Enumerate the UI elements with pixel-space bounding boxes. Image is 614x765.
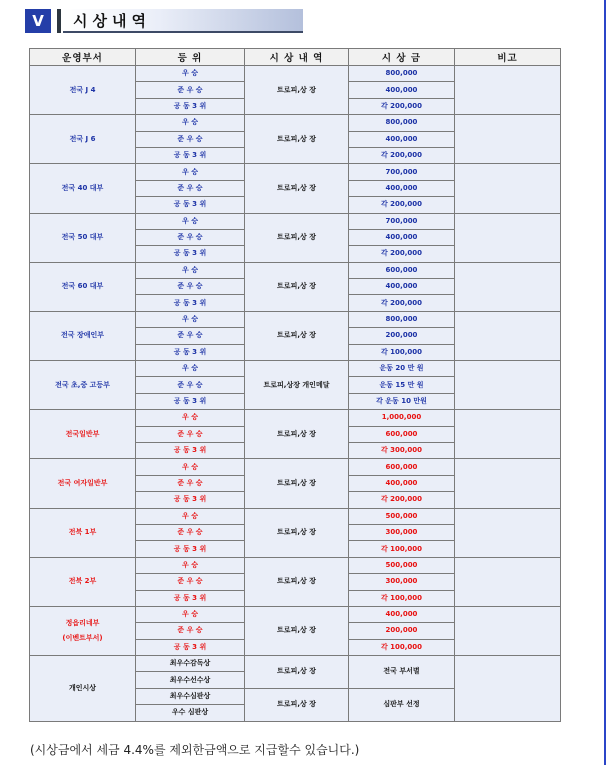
prize-cell: 각 100,000 — [349, 590, 455, 606]
awards-table — [29, 48, 561, 722]
remark-cell — [455, 557, 561, 606]
table-body — [30, 66, 561, 722]
prize-cell: 700,000 — [349, 213, 455, 229]
rank-cell: 준 우 승 — [136, 328, 245, 344]
department-cell: 전국 J 6 — [30, 115, 136, 164]
rank-cell: 준 우 승 — [136, 180, 245, 196]
header-award: 시 상 내 역 — [245, 49, 349, 66]
rank-cell: 공 동 3 위 — [136, 246, 245, 262]
remark-cell — [455, 459, 561, 508]
table-row — [30, 164, 561, 180]
prize-cell: 600,000 — [349, 262, 455, 278]
table-row — [30, 508, 561, 524]
rank-cell: 공 동 3 위 — [136, 295, 245, 311]
rank-cell: 공 동 3 위 — [136, 492, 245, 508]
prize-cell: 500,000 — [349, 508, 455, 524]
prize-cell: 각 운동 10 만원 — [349, 393, 455, 409]
table-row — [30, 656, 561, 672]
prize-cell: 400,000 — [349, 131, 455, 147]
department-cell: 전북 2부 — [30, 557, 136, 606]
rank-cell: 공 동 3 위 — [136, 639, 245, 655]
rank-cell: 우 승 — [136, 311, 245, 327]
table-row — [30, 410, 561, 426]
prize-cell: 800,000 — [349, 66, 455, 82]
header-divider — [57, 9, 61, 33]
prize-cell: 각 100,000 — [349, 541, 455, 557]
prize-cell: 각 300,000 — [349, 442, 455, 458]
table-row — [30, 115, 561, 131]
prize-cell: 200,000 — [349, 623, 455, 639]
table-row — [30, 311, 561, 327]
table-row — [30, 213, 561, 229]
rank-cell: 공 동 3 위 — [136, 147, 245, 163]
rank-cell: 준 우 승 — [136, 426, 245, 442]
prize-cell: 각 200,000 — [349, 98, 455, 114]
rank-cell: 우수 심판상 — [136, 705, 245, 721]
prize-cell: 400,000 — [349, 606, 455, 622]
rank-cell: 최우수감독상 — [136, 656, 245, 672]
prize-cell: 각 200,000 — [349, 295, 455, 311]
prize-cell: 각 200,000 — [349, 147, 455, 163]
prize-cell: 각 100,000 — [349, 639, 455, 655]
remark-cell — [455, 410, 561, 459]
rank-cell: 우 승 — [136, 410, 245, 426]
department-cell: 전국 초,중 고등부 — [30, 361, 136, 410]
award-cell: 트로피,상 장 — [245, 311, 349, 360]
section-number-badge: V — [25, 9, 51, 33]
award-cell: 트로피,상 장 — [245, 213, 349, 262]
remark-cell — [455, 164, 561, 213]
rank-cell: 공 동 3 위 — [136, 393, 245, 409]
rank-cell: 공 동 3 위 — [136, 590, 245, 606]
rank-cell: 준 우 승 — [136, 82, 245, 98]
header-prize: 시 상 금 — [349, 49, 455, 66]
remark-cell — [455, 656, 561, 722]
rank-cell: 우 승 — [136, 66, 245, 82]
table-row — [30, 606, 561, 622]
department-cell: 전국 40 대부 — [30, 164, 136, 213]
header-department: 운영부서 — [30, 49, 136, 66]
prize-cell: 1,000,000 — [349, 410, 455, 426]
table-header-row — [30, 49, 561, 66]
header-rank: 등 위 — [136, 49, 245, 66]
prize-cell: 300,000 — [349, 524, 455, 540]
remark-cell — [455, 311, 561, 360]
table-row — [30, 557, 561, 573]
prize-cell: 운동 20 만 원 — [349, 361, 455, 377]
remark-cell — [455, 606, 561, 655]
rank-cell: 준 우 승 — [136, 524, 245, 540]
rank-cell: 공 동 3 위 — [136, 541, 245, 557]
award-cell: 트로피,상 장 — [245, 508, 349, 557]
prize-cell: 운동 15 만 원 — [349, 377, 455, 393]
rank-cell: 우 승 — [136, 557, 245, 573]
prize-cell: 심판부 선정 — [349, 688, 455, 721]
rank-cell: 준 우 승 — [136, 377, 245, 393]
rank-cell: 준 우 승 — [136, 574, 245, 590]
prize-cell: 400,000 — [349, 180, 455, 196]
prize-cell: 각 100,000 — [349, 344, 455, 360]
prize-cell: 각 200,000 — [349, 492, 455, 508]
rank-cell: 준 우 승 — [136, 279, 245, 295]
award-cell: 트로피,상 장 — [245, 262, 349, 311]
department-cell: 전북 1부 — [30, 508, 136, 557]
footnote: (시상금에서 세금 4.4%를 제외한금액으로 지급할수 있습니다.) — [30, 743, 360, 757]
award-cell: 트로피,상 장 — [245, 66, 349, 115]
department-cell: 전국 여자일반부 — [30, 459, 136, 508]
rank-cell: 공 동 3 위 — [136, 197, 245, 213]
section-title: 시상내역 — [73, 12, 151, 30]
page-right-border — [604, 0, 606, 765]
table-row — [30, 361, 561, 377]
department-cell: 전국 60 대부 — [30, 262, 136, 311]
remark-cell — [455, 213, 561, 262]
prize-cell: 600,000 — [349, 459, 455, 475]
remark-cell — [455, 508, 561, 557]
prize-cell: 400,000 — [349, 279, 455, 295]
department-cell: 개인시상 — [30, 656, 136, 722]
table-row — [30, 66, 561, 82]
award-cell: 트로피,상 장 — [245, 656, 349, 689]
prize-cell: 각 200,000 — [349, 197, 455, 213]
rank-cell: 우 승 — [136, 115, 245, 131]
prize-cell: 500,000 — [349, 557, 455, 573]
prize-cell: 800,000 — [349, 115, 455, 131]
rank-cell: 준 우 승 — [136, 131, 245, 147]
table-row — [30, 459, 561, 475]
award-cell: 트로피,상 장 — [245, 606, 349, 655]
prize-cell: 700,000 — [349, 164, 455, 180]
department-cell: 정읍리네부 (이벤트부서) — [30, 606, 136, 655]
rank-cell: 최우수선수상 — [136, 672, 245, 688]
prize-cell: 400,000 — [349, 229, 455, 245]
prize-cell: 400,000 — [349, 82, 455, 98]
rank-cell: 우 승 — [136, 164, 245, 180]
rank-cell: 공 동 3 위 — [136, 98, 245, 114]
remark-cell — [455, 66, 561, 115]
rank-cell: 우 승 — [136, 508, 245, 524]
award-cell: 트로피,상 장 — [245, 164, 349, 213]
rank-cell: 우 승 — [136, 213, 245, 229]
rank-cell: 우 승 — [136, 459, 245, 475]
section-header — [25, 9, 303, 33]
rank-cell: 우 승 — [136, 361, 245, 377]
award-cell: 트로피,상 장 — [245, 459, 349, 508]
remark-cell — [455, 262, 561, 311]
rank-cell: 준 우 승 — [136, 229, 245, 245]
department-cell: 전국 J 4 — [30, 66, 136, 115]
department-cell: 전국 50 대부 — [30, 213, 136, 262]
prize-cell: 600,000 — [349, 426, 455, 442]
header-remark: 비고 — [455, 49, 561, 66]
rank-cell: 최우수심판상 — [136, 688, 245, 704]
rank-cell: 준 우 승 — [136, 623, 245, 639]
prize-cell: 400,000 — [349, 475, 455, 491]
rank-cell: 공 동 3 위 — [136, 442, 245, 458]
rank-cell: 우 승 — [136, 606, 245, 622]
prize-cell: 800,000 — [349, 311, 455, 327]
rank-cell: 우 승 — [136, 262, 245, 278]
award-cell: 트로피,상 장 — [245, 410, 349, 459]
award-cell: 트로피,상 장 — [245, 688, 349, 721]
award-cell: 트로피,상 장 — [245, 115, 349, 164]
prize-cell: 각 200,000 — [349, 246, 455, 262]
award-cell: 트로피,상장 개인메달 — [245, 361, 349, 410]
remark-cell — [455, 115, 561, 164]
prize-cell: 200,000 — [349, 328, 455, 344]
remark-cell — [455, 361, 561, 410]
department-cell: 전국일반부 — [30, 410, 136, 459]
rank-cell: 공 동 3 위 — [136, 344, 245, 360]
prize-cell: 전국 부서별 — [349, 656, 455, 689]
table-row — [30, 262, 561, 278]
award-cell: 트로피,상 장 — [245, 557, 349, 606]
prize-cell: 300,000 — [349, 574, 455, 590]
department-cell: 전국 장애인부 — [30, 311, 136, 360]
rank-cell: 준 우 승 — [136, 475, 245, 491]
